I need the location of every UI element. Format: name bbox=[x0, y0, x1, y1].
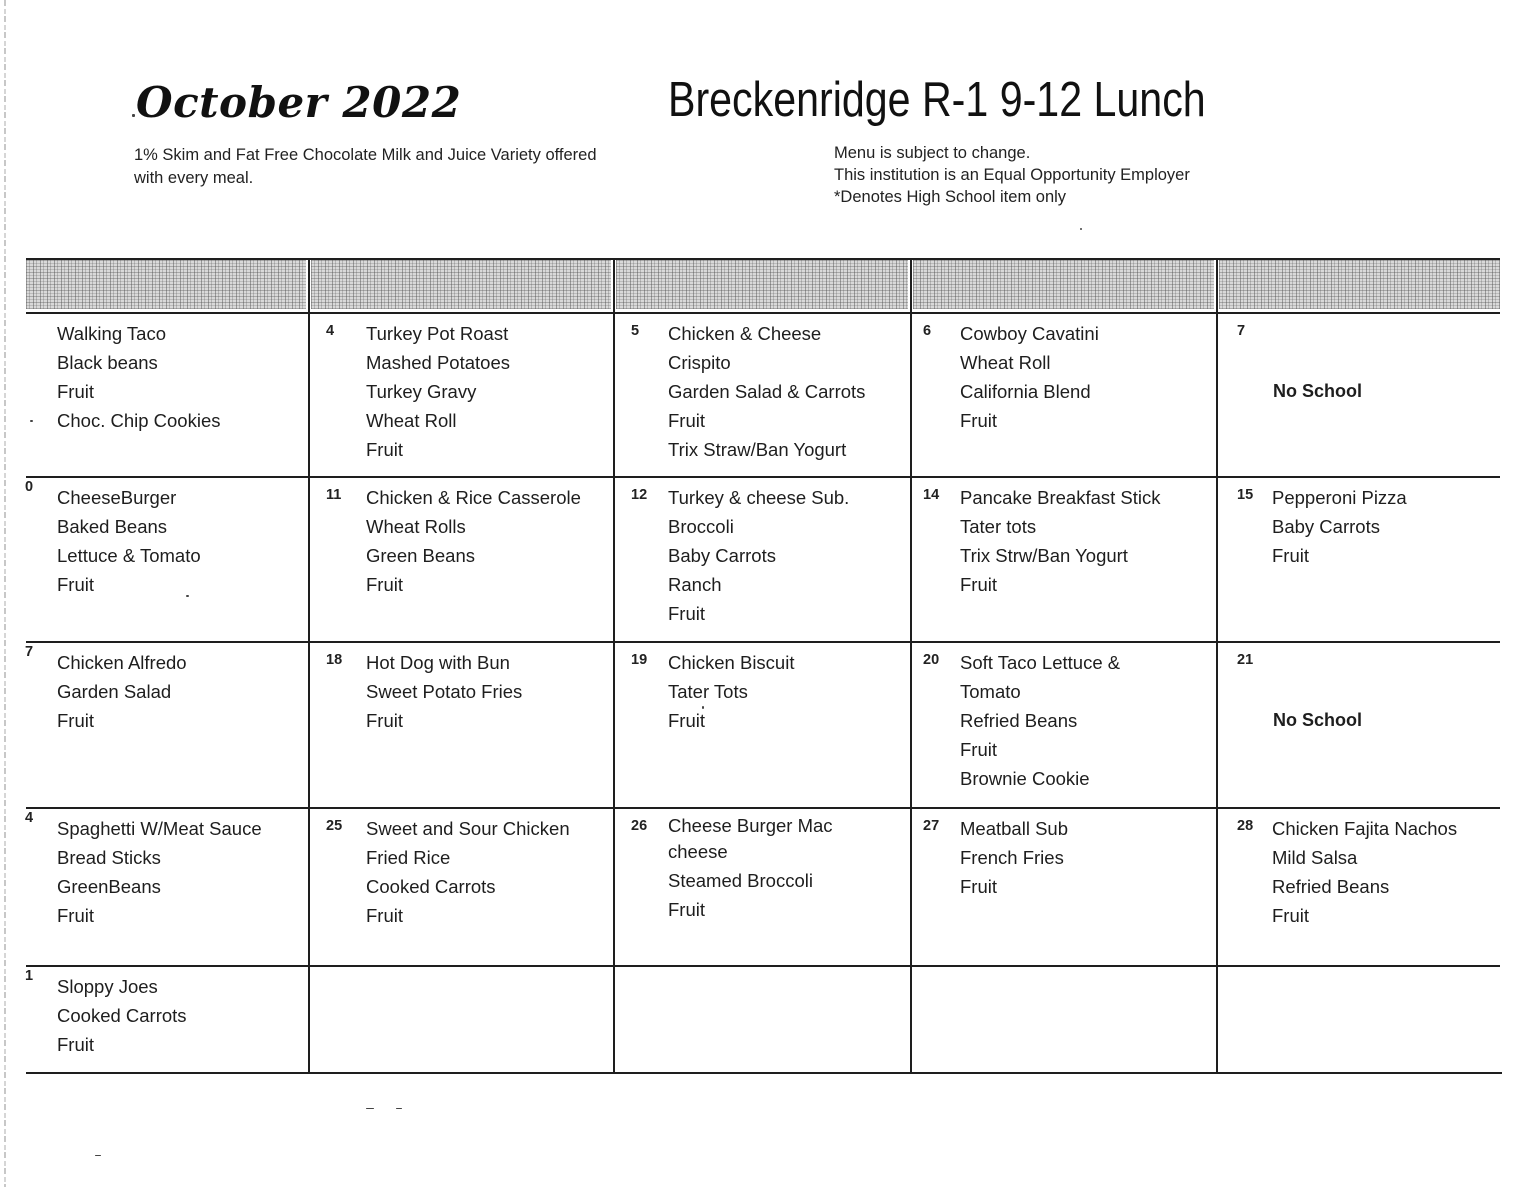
menu-item: Fruit bbox=[366, 574, 403, 595]
menu-item: Fruit bbox=[57, 574, 94, 595]
menu-item-list bbox=[1272, 814, 1457, 930]
menu-item: Baby Carrots bbox=[1272, 516, 1380, 537]
menu-item: Wheat Rolls bbox=[366, 516, 466, 537]
month-title: October 2022 bbox=[136, 78, 462, 127]
menu-item: Chicken Biscuit bbox=[668, 652, 795, 673]
grid-rule bbox=[26, 965, 1500, 967]
menu-item: Fruit bbox=[57, 905, 94, 926]
menu-item: Refried Beans bbox=[1272, 876, 1390, 897]
scan-left-edge bbox=[4, 0, 6, 1187]
menu-item: Trix Straw/Ban Yogurt bbox=[668, 439, 847, 460]
menu-item: Wheat Roll bbox=[960, 352, 1051, 373]
menu-item-list bbox=[960, 814, 1068, 901]
menu-item-list bbox=[668, 319, 865, 464]
menu-item-list bbox=[57, 319, 221, 435]
menu-item: Refried Beans bbox=[960, 710, 1078, 731]
menu-item-list bbox=[366, 319, 510, 464]
menu-item: Fruit bbox=[668, 710, 705, 731]
menu-item: Sweet and Sour Chicken bbox=[366, 818, 570, 839]
day-number: 18 bbox=[326, 652, 343, 668]
menu-item: Cowboy Cavatini bbox=[960, 323, 1099, 344]
weekday-header-band bbox=[311, 259, 611, 309]
menu-item: Tater tots bbox=[960, 516, 1037, 537]
menu-item-list bbox=[668, 648, 794, 735]
menu-item: Cheese Burger Mac bbox=[668, 815, 833, 836]
menu-item: Baby Carrots bbox=[668, 545, 776, 566]
grid-rule bbox=[26, 312, 1500, 314]
menu-item: Mashed Potatoes bbox=[366, 352, 510, 373]
menu-item: Bread Sticks bbox=[57, 847, 161, 868]
day-number: 15 bbox=[1237, 487, 1254, 503]
menu-item: Fruit bbox=[1272, 905, 1309, 926]
day-number: 5 bbox=[631, 323, 640, 339]
menu-item: Sweet Potato Fries bbox=[366, 681, 523, 702]
menu-item: Fruit bbox=[57, 381, 94, 402]
scan-speck bbox=[132, 114, 135, 117]
menu-item: Spaghetti W/Meat Sauce bbox=[57, 818, 262, 839]
menu-item: Garden Salad bbox=[57, 681, 172, 702]
menu-item: Pancake Breakfast Stick bbox=[960, 487, 1161, 508]
menu-item-list bbox=[960, 648, 1120, 793]
menu-item: Soft Taco Lettuce & bbox=[960, 652, 1121, 673]
menu-item: Sloppy Joes bbox=[57, 976, 158, 997]
menu-item: Fruit bbox=[366, 439, 403, 460]
menu-item: Trix Strw/Ban Yogurt bbox=[960, 545, 1128, 566]
menu-item: Fruit bbox=[1272, 545, 1309, 566]
day-number: 27 bbox=[923, 818, 940, 834]
no-school-label: No School bbox=[1273, 710, 1362, 730]
day-number: 0 bbox=[25, 479, 34, 495]
menu-item: Turkey Pot Roast bbox=[366, 323, 509, 344]
menu-item: California Blend bbox=[960, 381, 1091, 402]
school-menu-title: Breckenridge R-1 9-12 Lunch bbox=[668, 73, 1206, 127]
grid-rule bbox=[26, 476, 1500, 478]
menu-item-list bbox=[366, 814, 570, 930]
grid-rule bbox=[613, 258, 615, 1074]
menu-item: Turkey Gravy bbox=[366, 381, 477, 402]
menu-item: Hot Dog with Bun bbox=[366, 652, 510, 673]
grid-rule bbox=[308, 258, 310, 1074]
day-number: 20 bbox=[923, 652, 940, 668]
menu-item: Wheat Roll bbox=[366, 410, 457, 431]
menu-item: Fruit bbox=[57, 710, 94, 731]
menu-item: Fruit bbox=[960, 876, 997, 897]
menu-item: Fruit bbox=[668, 899, 705, 920]
menu-item: Turkey & cheese Sub. bbox=[668, 487, 850, 508]
note-line: This institution is an Equal Opportunity Employer bbox=[834, 166, 1190, 184]
day-number: 4 bbox=[326, 323, 335, 339]
scan-speck bbox=[186, 595, 189, 597]
scan-speck bbox=[1080, 228, 1082, 230]
menu-item-list bbox=[668, 483, 849, 628]
menu-item: Ranch bbox=[668, 574, 722, 595]
day-number: 7 bbox=[1237, 323, 1246, 339]
weekday-header-band bbox=[913, 259, 1214, 309]
menu-item-list bbox=[960, 319, 1099, 435]
menu-item: Fruit bbox=[668, 603, 705, 624]
day-number: 28 bbox=[1237, 818, 1254, 834]
no-school-label: No School bbox=[1273, 381, 1362, 401]
menu-item-list bbox=[57, 972, 187, 1059]
milk-note: 1% Skim and Fat Free Chocolate Milk and Juice Variety offered with every meal. bbox=[134, 146, 597, 187]
menu-notes bbox=[834, 142, 1190, 208]
menu-item-list bbox=[366, 648, 522, 735]
menu-item: Chicken & Rice Casserole bbox=[366, 487, 581, 508]
grid-rule bbox=[26, 1072, 1502, 1074]
day-number: 25 bbox=[326, 818, 343, 834]
grid-rule bbox=[1216, 258, 1218, 1074]
menu-item-list bbox=[960, 483, 1161, 599]
menu-item: Cooked Carrots bbox=[57, 1005, 187, 1026]
menu-item-list bbox=[57, 648, 187, 735]
menu-item: Lettuce & Tomato bbox=[57, 545, 201, 566]
menu-item: GreenBeans bbox=[57, 876, 161, 897]
menu-item: Chicken Alfredo bbox=[57, 652, 187, 673]
grid-rule bbox=[26, 641, 1500, 643]
menu-item: Meatball Sub bbox=[960, 818, 1068, 839]
menu-item: Fruit bbox=[57, 1034, 94, 1055]
menu-item: Fruit bbox=[366, 905, 403, 926]
day-number: 6 bbox=[923, 323, 932, 339]
menu-item: Garden Salad & Carrots bbox=[668, 381, 866, 402]
menu-item: Walking Taco bbox=[57, 323, 166, 344]
grid-rule bbox=[26, 258, 1500, 260]
day-number: 26 bbox=[631, 818, 648, 834]
day-number: 12 bbox=[631, 487, 648, 503]
menu-item: Chicken & Cheese bbox=[668, 323, 822, 344]
grid-rule bbox=[910, 258, 912, 1074]
note-line: Menu is subject to change. bbox=[834, 144, 1031, 162]
menu-item: French Fries bbox=[960, 847, 1064, 868]
day-number: 4 bbox=[25, 810, 34, 826]
menu-item: Mild Salsa bbox=[1272, 847, 1358, 868]
weekday-header-band bbox=[1219, 259, 1500, 309]
menu-item: Fruit bbox=[960, 739, 997, 760]
menu-item: Green Beans bbox=[366, 545, 476, 566]
day-number: 21 bbox=[1237, 652, 1254, 668]
menu-item-list bbox=[1272, 483, 1407, 570]
weekday-header-band bbox=[616, 259, 908, 309]
menu-item: Cooked Carrots bbox=[366, 876, 496, 897]
menu-item-list bbox=[668, 814, 833, 924]
menu-item: CheeseBurger bbox=[57, 487, 177, 508]
menu-item: Fruit bbox=[668, 410, 705, 431]
menu-item: Choc. Chip Cookies bbox=[57, 410, 221, 431]
menu-item: Tomato bbox=[960, 681, 1021, 702]
menu-item: Pepperoni Pizza bbox=[1272, 487, 1407, 508]
menu-item-list bbox=[366, 483, 581, 599]
menu-item: Fruit bbox=[366, 710, 403, 731]
menu-item: Brownie Cookie bbox=[960, 768, 1090, 789]
menu-item: Baked Beans bbox=[57, 516, 168, 537]
menu-item: Fruit bbox=[960, 574, 997, 595]
scan-speck bbox=[396, 1108, 402, 1109]
menu-item: cheese bbox=[668, 841, 728, 862]
day-number: 11 bbox=[326, 487, 342, 503]
menu-item: Black beans bbox=[57, 352, 158, 373]
menu-item-list bbox=[57, 483, 201, 599]
day-number: 14 bbox=[923, 487, 940, 503]
menu-item: Steamed Broccoli bbox=[668, 870, 813, 891]
note-line: *Denotes High School item only bbox=[834, 188, 1067, 206]
grid-rule bbox=[26, 807, 1500, 809]
scan-speck bbox=[366, 1108, 374, 1109]
menu-item: Fruit bbox=[960, 410, 997, 431]
scan-speck bbox=[702, 706, 704, 709]
day-number: 7 bbox=[25, 644, 34, 660]
day-number: 1 bbox=[25, 968, 34, 984]
scan-speck bbox=[95, 1155, 101, 1156]
menu-item: Tater Tots bbox=[668, 681, 748, 702]
menu-item-list bbox=[57, 814, 262, 930]
menu-item: Broccoli bbox=[668, 516, 734, 537]
weekday-header-band bbox=[26, 259, 306, 309]
menu-item: Chicken Fajita Nachos bbox=[1272, 818, 1458, 839]
menu-item: Crispito bbox=[668, 352, 731, 373]
menu-item: Fried Rice bbox=[366, 847, 451, 868]
day-number: 19 bbox=[631, 652, 648, 668]
scan-speck bbox=[30, 420, 33, 422]
